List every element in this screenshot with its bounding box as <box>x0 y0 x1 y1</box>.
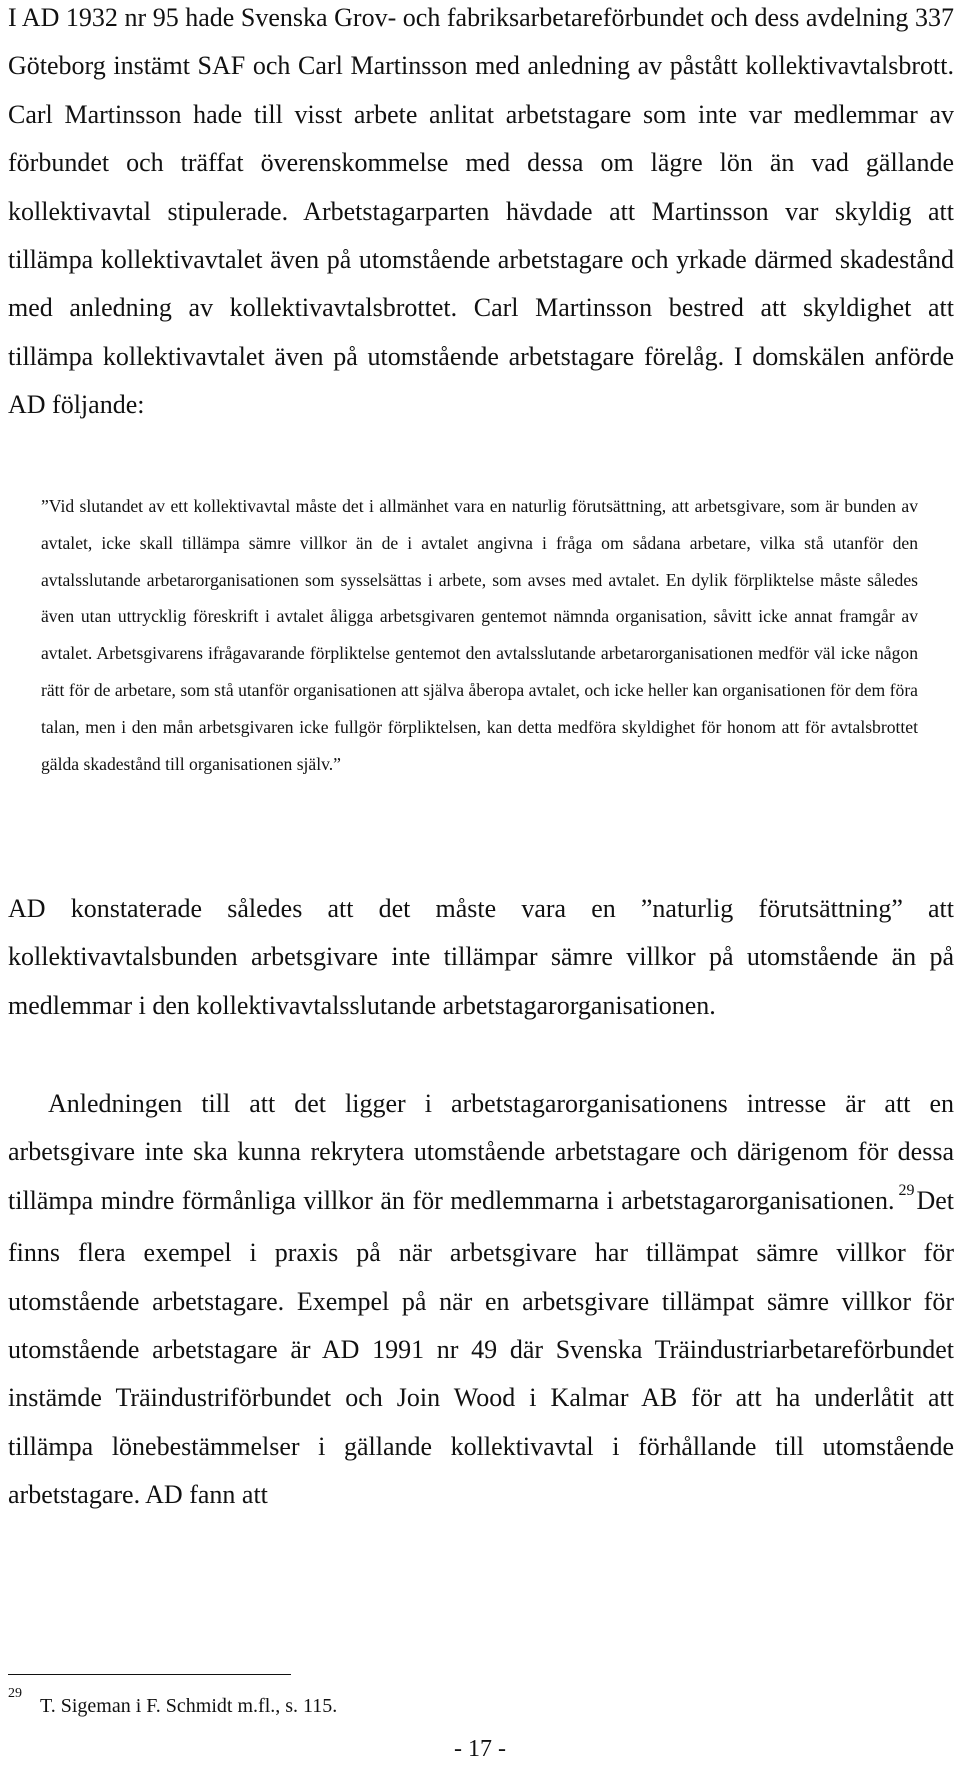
block-quote: ”Vid slutandet av ett kollektivavtal måste det i allmänhet vara en naturlig förutsättning, att arbetsgivare, som är bunden av avtalet, icke skall tillämpa sämre villkor än de i avtalet angivna i fråga om sådana arbetare, vilka stå utanför den avtalsslutande arbetarorganisationen som sysselsättas i arbete, som avses med avtalet. En dylik förpliktelse måste således även utan uttrycklig föreskrift i avtalet åligga arbetsgivaren gentemot nämnda organisation, såvitt icke annat framgår av avtalet. Arbetsgivarens ifrågavarande förpliktelse gentemot den avtalsslutande arbetarorganisationen medför väl icke någon rätt för de arbetare, som stå utanför organisationen att själva åberopa avtalet, och icke heller kan organisationen för dem föra talan, men i den mån arbetsgivaren icke fullgör förpliktelsen, kan detta medföra skyldighet för honom att för avtalsbrottet gälda skadestånd till organisationen själv.” <box>41 496 918 774</box>
footnote-text: T. Sigeman i F. Schmidt m.fl., s. 115. <box>40 1695 338 1717</box>
body-paragraph-2: AD konstaterade således att det måste vara en ”naturlig förutsättning” att kollektivavtalsbunden arbetsgivare inte tillämpar sämre villkor på utomstående än på medlemmar i den kollektivavtalsslutande arbetstagarorganisationen. <box>8 894 954 1020</box>
paragraph-3-before-ref: Anledningen till att det ligger i arbetstagarorganisationens intresse är att en arbetsgivare inte ska kunna rekrytera utomstående arbetstagare och därigenom för dessa tillämpa mindre förmånliga villkor än för medlemmarna i arbetstagarorganisationen. <box>8 1089 954 1215</box>
paragraph-3-after-ref: Det finns flera exempel i praxis på när arbetsgivare har tillämpat sämre villkor för utomstående arbetstagare. Exempel på när en arbetsgivare tillämpat sämre villkor för utomstående arbetstagare är AD 1991 nr 49 där Svenska Träindustriarbetareförbundet instämde Träindustriförbundet och Join Wood i Kalmar AB för att ha underlåtit att tillämpa lönebestämmelser i gällande kollektivavtal i förhållande till utomstående arbetstagare. AD fann att <box>8 1185 954 1510</box>
body-paragraph-3 <box>8 1080 954 1520</box>
body-paragraph-1: I AD 1932 nr 95 hade Svenska Grov- och fabriksarbetareförbundet och dess avdelning 337 Göteborg instämt SAF och Carl Martinsson med anledning av påstått kollektivavtalsbrott. Carl Martinsson hade till visst arbete anlitat arbetstagare som inte var medlemmar av förbundet och träffat överenskommelse med dessa om lägre lön än vad gällande kollektivavtal stipulerade. Arbetstagarparten hävdade att Martinsson var skyldig att tillämpa kollektivavtalet även på utomstående arbetstagare och yrkade därmed skadestånd med anledning av kollektivavtalsbrottet. Carl Martinsson bestred att skyldighet att tillämpa kollektivavtalet även på utomstående arbetstagare förelåg. I domskälen anförde AD följande: <box>8 3 954 420</box>
page-number: - 17 - <box>454 1736 506 1762</box>
footnote-number: 29 <box>8 1686 22 1701</box>
footnote-separator <box>8 1674 291 1675</box>
footnote-reference[interactable]: 29 <box>898 1181 915 1199</box>
